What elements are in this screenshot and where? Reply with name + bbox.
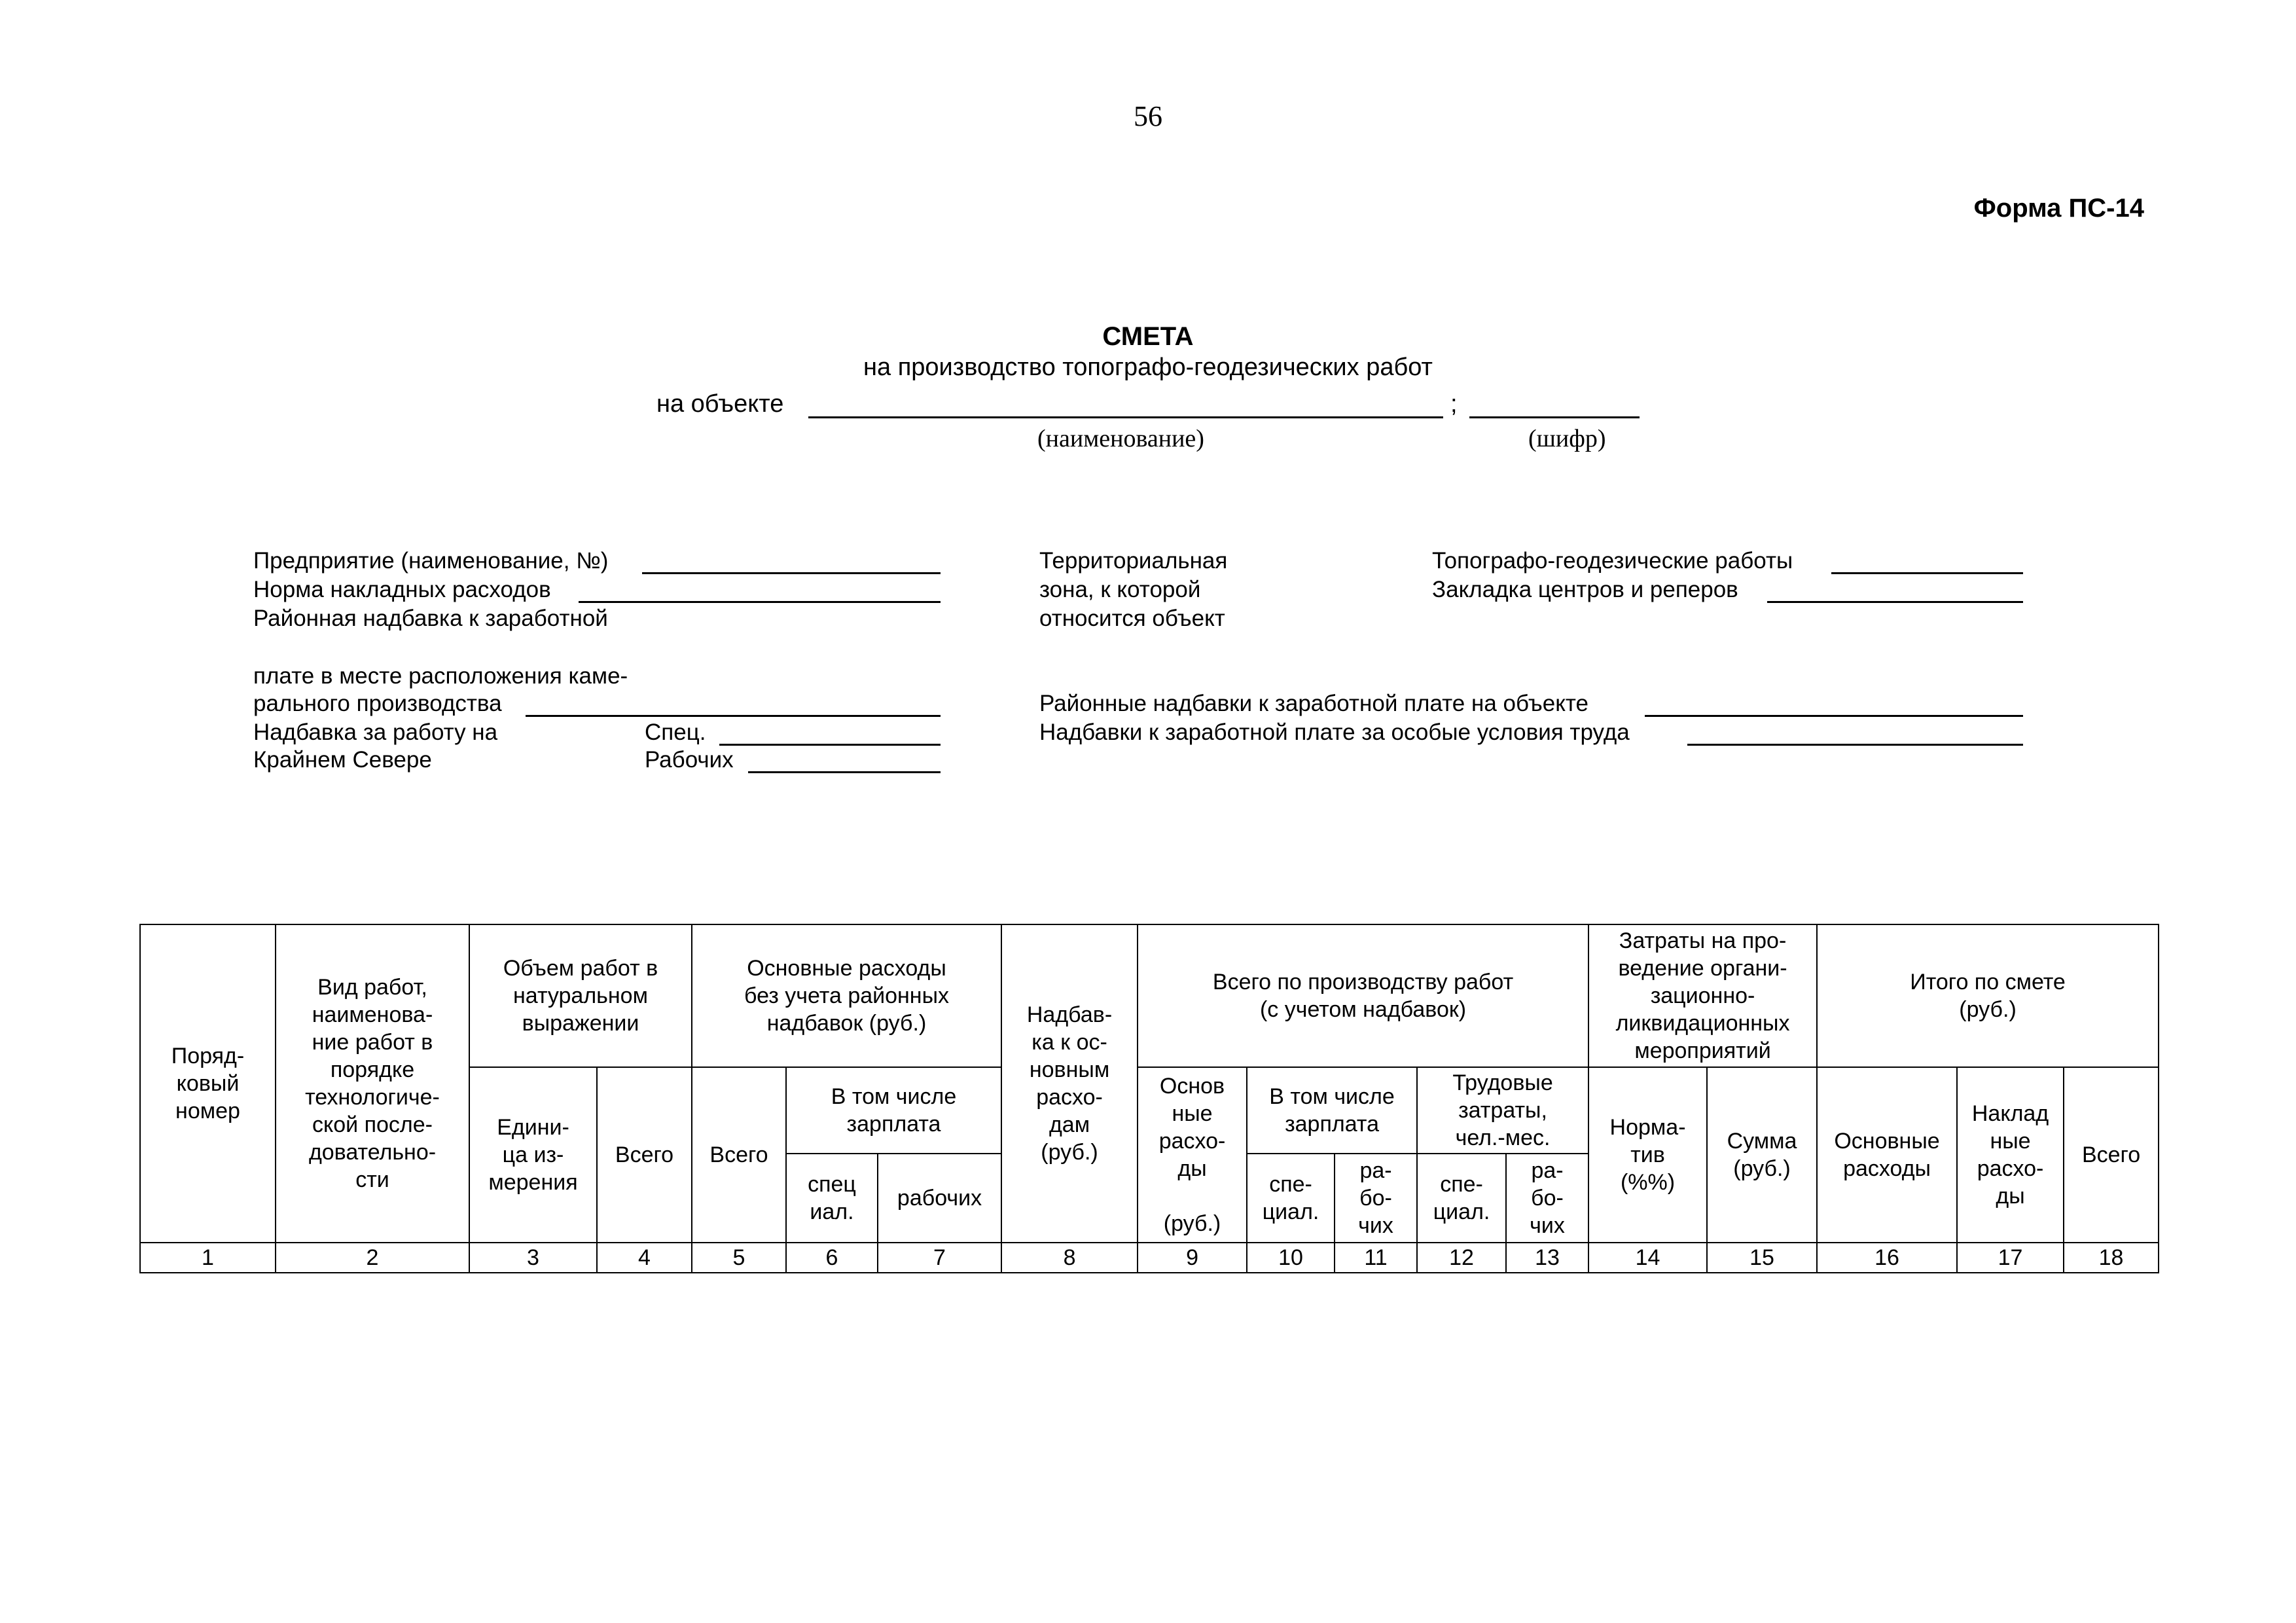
- header-surcharge: [1001, 924, 1138, 1243]
- enterprise-blank[interactable]: [642, 572, 941, 574]
- territorial-zone-label-1: Территориальная: [1039, 548, 1228, 574]
- header-total-production-text: Всего по производству работ (с учетом надбавок): [1212, 970, 1514, 1022]
- regional-bonus-label-1: Районная надбавка к заработной: [253, 606, 608, 631]
- column-number: 11: [1335, 1243, 1417, 1273]
- header-grand-total-text: Всего: [2081, 1142, 2141, 1167]
- column-number: 5: [692, 1243, 786, 1273]
- header-salary-workers: [878, 1154, 1001, 1243]
- object-code-blank[interactable]: [1469, 416, 1640, 418]
- column-number: 14: [1588, 1243, 1707, 1273]
- form-code: Форма ПС-14: [1973, 194, 2144, 223]
- header-prod-salary-spec-text: спе- циал.: [1262, 1172, 1319, 1224]
- territorial-zone-label-2: зона, к которой: [1039, 577, 1201, 602]
- benchmarks-label: Закладка центров и реперов: [1432, 577, 1738, 602]
- header-total-production: [1138, 924, 1588, 1067]
- column-numbers-row: [140, 1243, 2159, 1273]
- column-number: 16: [1817, 1243, 1957, 1273]
- column-number: 13: [1506, 1243, 1588, 1273]
- header-estimate-total: [1817, 924, 2159, 1067]
- header-main-costs-salary: [786, 1067, 1001, 1154]
- regional-bonus-blank[interactable]: [526, 715, 941, 717]
- header-total-overhead-text: Наклад ные расхо- ды: [1971, 1101, 2049, 1209]
- header-sum-rub-text: Сумма (руб.): [1727, 1129, 1797, 1181]
- regional-bonuses-object-label: Районные надбавки к заработной плате на объекте: [1039, 691, 1589, 716]
- header-volume-text: Объем работ в натуральном выражении: [503, 956, 658, 1036]
- header-total-overhead: [1957, 1067, 2064, 1243]
- header-salary-spec-text: спец иал.: [808, 1172, 856, 1224]
- header-prod-salary-workers: [1335, 1154, 1417, 1243]
- regional-bonus-label-3: рального производства: [253, 691, 502, 716]
- page-number: 56: [1134, 100, 1162, 132]
- north-bonus-spec-blank[interactable]: [719, 744, 941, 746]
- header-labor-spec-text: спе- циал.: [1433, 1172, 1490, 1224]
- header-main-costs-total: [692, 1067, 786, 1243]
- north-bonus-workers-blank[interactable]: [748, 771, 941, 773]
- header-salary-spec: [786, 1154, 878, 1243]
- header-work-type-text: Вид работ, наименова- ние работ в порядке технологиче- ской после- довательно- сти: [305, 975, 440, 1192]
- object-separator: ;: [1450, 390, 1458, 418]
- column-number: 6: [786, 1243, 878, 1273]
- header-total-main-costs: [1817, 1067, 1957, 1243]
- column-number: 17: [1957, 1243, 2064, 1273]
- header-production-salary-text: В том числе зарплата: [1269, 1084, 1395, 1137]
- document-title: СМЕТА: [1102, 322, 1194, 351]
- north-bonus-spec-label: Спец.: [645, 720, 706, 745]
- column-number: 7: [878, 1243, 1001, 1273]
- header-main-costs-total-text: Всего: [709, 1142, 768, 1167]
- header-sum-rub: [1707, 1067, 1817, 1243]
- column-number: 3: [469, 1243, 597, 1273]
- header-labor-workers-text: ра- бо- чих: [1530, 1158, 1565, 1238]
- north-bonus-workers-label: Рабочих: [645, 747, 734, 773]
- column-number: 9: [1138, 1243, 1247, 1273]
- header-salary-workers-text: рабочих: [897, 1186, 982, 1211]
- header-grand-total: [2064, 1067, 2159, 1243]
- header-volume-total-text: Всего: [615, 1142, 674, 1167]
- overhead-norm-blank[interactable]: [579, 601, 941, 603]
- header-unit: [469, 1067, 597, 1243]
- column-number: 18: [2064, 1243, 2159, 1273]
- object-code-hint: (шифр): [1528, 425, 1606, 452]
- object-name-hint: (наименование): [1037, 425, 1204, 452]
- overhead-norm-label: Норма накладных расходов: [253, 577, 551, 602]
- header-unit-text: Едини- ца из- мерения: [488, 1115, 578, 1195]
- header-main-costs-salary-text: В том числе зарплата: [831, 1084, 957, 1137]
- header-norm-percent: [1588, 1067, 1707, 1243]
- header-main-costs: [692, 924, 1001, 1067]
- column-number: 4: [597, 1243, 692, 1273]
- header-row-number-text: Поряд- ковый номер: [171, 1044, 245, 1123]
- header-labor-costs-text: Трудовые затраты, чел.-мес.: [1452, 1070, 1553, 1150]
- header-production-main-costs-text: Основ ные расхо- ды (руб.): [1158, 1074, 1226, 1236]
- column-number: 10: [1247, 1243, 1335, 1273]
- header-norm-percent-text: Норма- тив (%%): [1609, 1115, 1686, 1195]
- object-label: на объекте: [656, 390, 784, 418]
- special-conditions-blank[interactable]: [1687, 744, 2023, 746]
- header-prod-salary-spec: [1247, 1154, 1335, 1243]
- header-labor-costs: [1417, 1067, 1588, 1154]
- header-main-costs-text: Основные расходы без учета районных надбавок (руб.): [744, 956, 950, 1036]
- special-conditions-label: Надбавки к заработной плате за особые условия труда: [1039, 720, 1630, 745]
- header-total-main-costs-text: Основные расходы: [1834, 1129, 1940, 1181]
- header-production-main-costs: [1138, 1067, 1247, 1243]
- north-bonus-label-2: Крайнем Севере: [253, 747, 432, 773]
- regional-bonuses-object-blank[interactable]: [1645, 715, 2023, 717]
- header-work-type: [276, 924, 469, 1243]
- column-number: 15: [1707, 1243, 1817, 1273]
- header-estimate-total-text: Итого по смете (руб.): [1910, 970, 2066, 1022]
- header-volume-total: [597, 1067, 692, 1243]
- north-bonus-label-1: Надбавка за работу на: [253, 720, 498, 745]
- column-number: 2: [276, 1243, 469, 1273]
- topo-works-label: Топографо-геодезические работы: [1432, 548, 1793, 574]
- column-number: 1: [140, 1243, 276, 1273]
- regional-bonus-label-2: плате в месте расположения каме-: [253, 663, 628, 689]
- header-org-liquidation: [1588, 924, 1817, 1067]
- territorial-zone-label-3: относится объект: [1039, 606, 1225, 631]
- header-production-salary: [1247, 1067, 1417, 1154]
- benchmarks-blank[interactable]: [1767, 601, 2023, 603]
- header-volume: [469, 924, 692, 1067]
- enterprise-label: Предприятие (наименование, №): [253, 548, 609, 574]
- header-row-number: [140, 924, 276, 1243]
- header-labor-spec: [1417, 1154, 1506, 1243]
- object-name-blank[interactable]: [808, 416, 1443, 418]
- estimate-table: [139, 924, 2159, 1273]
- header-org-liquidation-text: Затраты на про- ведение органи- зационно- ликвидационных мероприятий: [1615, 928, 1790, 1063]
- column-number: 8: [1001, 1243, 1138, 1273]
- header-prod-salary-workers-text: ра- бо- чих: [1358, 1158, 1393, 1238]
- header-surcharge-text: Надбав- ка к ос- новным расхо- дам (руб.): [1026, 1002, 1113, 1165]
- header-labor-workers: [1506, 1154, 1588, 1243]
- document-subtitle: на производство топографо-геодезических работ: [863, 354, 1433, 381]
- column-number: 12: [1417, 1243, 1506, 1273]
- topo-works-blank[interactable]: [1831, 572, 2023, 574]
